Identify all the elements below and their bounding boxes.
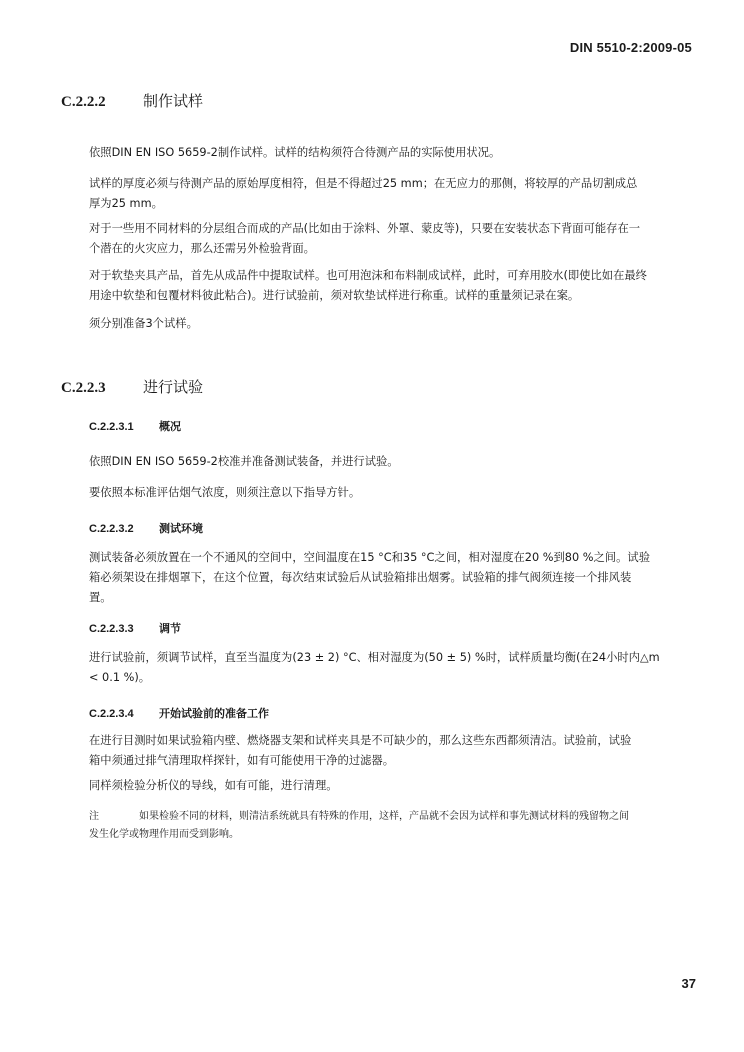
- subsection-title: 开始试验前的准备工作: [159, 707, 269, 720]
- subsection-title: 测试环境: [159, 522, 203, 535]
- page-number: 37: [681, 976, 696, 991]
- paragraph: 在进行目测时如果试验箱内壁、燃烧器支架和试样夹具是不可缺少的，那么这些东西都须清洁。试验前，试验 箱中须通过排气清理取样探针，如有可能使用干净的过滤器。: [89, 734, 632, 767]
- section-title: 制作试样: [143, 92, 204, 110]
- subsection-heading-c2234: [89, 705, 269, 721]
- subsection-number: C.2.2.3.4: [89, 708, 134, 720]
- subsection-heading-c2232: [89, 520, 203, 536]
- subsection-number: C.2.2.3.1: [89, 421, 134, 433]
- paragraph: 测试装备必须放置在一个不通风的空间中，空间温度在15 °C和35 °C之间，相对湿度在20 %到80 %之间。试验 箱必须架设在排烟罩下，在这个位置，每次结束试验后从试验箱排出烟雾。试验箱的排气阀须连接一个排风装 置。: [89, 551, 650, 604]
- section-title: 进行试验: [143, 378, 204, 396]
- paragraph: 进行试验前，须调节试样，直至当温度为(23 ± 2) °C、相对湿度为(50 ± 5) %时，试样质量均衡(在24小时内△m < 0.1 %)。: [89, 651, 660, 684]
- paragraph: 同样须检验分析仪的导线，如有可能，进行清理。: [89, 779, 338, 792]
- section-number: C.2.2.2: [61, 94, 106, 110]
- subsection-number: C.2.2.3.2: [89, 523, 134, 535]
- subsection-title: 调节: [159, 622, 181, 635]
- subsection-heading-c2231: [89, 418, 181, 434]
- note-text: 如果检验不同的材料，则清洁系统就具有特殊的作用，这样，产品就不会因为试样和事先测试材料的残留物之间 发生化学或物理作用而受到影响。: [89, 811, 629, 840]
- paragraph: 依照DIN EN ISO 5659-2校准并准备测试装备，并进行试验。: [89, 455, 399, 468]
- subsection-heading-c2233: [89, 620, 181, 636]
- section-heading-c223: [61, 376, 203, 397]
- paragraph: 须分别准备3个试样。: [89, 317, 198, 330]
- note: [89, 808, 701, 844]
- section-number: C.2.2.3: [61, 380, 106, 396]
- paragraph: 依照DIN EN ISO 5659-2制作试样。试样的结构须符合待测产品的实际使用状况。: [89, 146, 501, 159]
- document-id-header: DIN 5510-2:2009-05: [569, 40, 692, 55]
- section-heading-c222: [61, 90, 203, 111]
- paragraph: 试样的厚度必须与待测产品的原始厚度相符，但是不得超过25 mm；在无应力的那侧，将较厚的产品切割成总 厚为25 mm。: [89, 177, 638, 210]
- subsection-number: C.2.2.3.3: [89, 623, 134, 635]
- note-label: 注: [89, 811, 99, 822]
- paragraph: 要依照本标准评估烟气浓度，则须注意以下指导方针。: [89, 486, 361, 499]
- subsection-title: 概况: [159, 420, 181, 433]
- paragraph: 对于一些用不同材料的分层组合而成的产品(比如由于涂料、外罩、蒙皮等)，只要在安装状态下背面可能存在一 个潜在的火灾应力，那么还需另外检验背面。: [89, 222, 641, 255]
- paragraph: 对于软垫夹具产品，首先从成品件中提取试样。也可用泡沫和布料制成试样，此时，可弃用胶水(即使比如在最终 用途中软垫和包覆材料彼此粘合)。进行试验前，须对软垫试样进行称重。试样的重量须记录在案。: [89, 269, 647, 302]
